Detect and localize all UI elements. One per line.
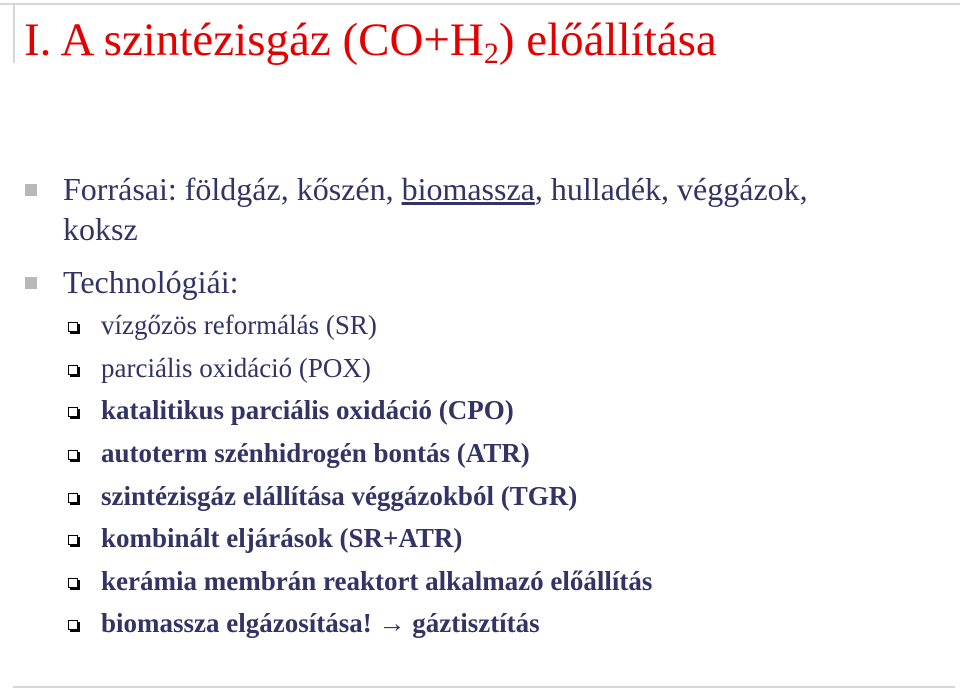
checkbox-bullet-icon [68, 620, 78, 630]
bottom-rule [13, 686, 955, 688]
checkbox-bullet-icon [68, 493, 78, 503]
title-main: I. A szintézisgáz (CO+H [24, 14, 484, 66]
sub-item-text: parciális oxidáció (POX) [101, 353, 371, 383]
title-end: ) előállítása [498, 14, 717, 66]
top-rule [0, 3, 960, 5]
left-rule [13, 5, 15, 63]
sub-item-text: katalitikus parciális oxidáció (CPO) [101, 395, 514, 425]
sub-item-biomass [68, 606, 540, 640]
checkbox-bullet-icon [68, 450, 78, 460]
bullet-sources-text-before: Forrásai: földgáz, kőszén, [63, 171, 402, 207]
checkbox-bullet-icon [68, 578, 78, 588]
sub-item-sr [68, 308, 377, 342]
sub-item-text: vízgőzös reformálás (SR) [101, 310, 377, 340]
sub-item-tgr [68, 479, 577, 513]
title-subscript: 2 [483, 37, 499, 70]
sub-item-text: biomassza elgázosítása! → gáztisztítás [101, 608, 540, 638]
sub-item-pox [68, 351, 371, 385]
checkbox-bullet-icon [68, 407, 78, 417]
sub-item-text: kerámia membrán reaktort alkalmazó előállítás [101, 566, 653, 596]
sub-item-sr-atr [68, 521, 462, 555]
bullet-sources [25, 169, 883, 249]
biomassza-link[interactable]: biomassza [401, 171, 535, 207]
sub-item-atr [68, 436, 530, 470]
bullet-sources-text [63, 169, 883, 249]
checkbox-bullet-icon [68, 535, 78, 545]
square-bullet-icon [25, 277, 37, 289]
bullet-technologies [25, 262, 883, 302]
slide-title [24, 12, 717, 68]
sub-item-cpo [68, 393, 514, 427]
bullet-sources-text-after: , hulladék, véggázok, koksz [63, 171, 808, 247]
sub-item-membrane [68, 564, 652, 598]
checkbox-bullet-icon [68, 322, 78, 332]
sub-item-text: szintézisgáz elállítása véggázokból (TGR) [101, 481, 578, 511]
sub-item-text: kombinált eljárások (SR+ATR) [101, 523, 463, 553]
sub-item-text: autoterm szénhidrogén bontás (ATR) [101, 438, 530, 468]
bullet-technologies-text: Technológiái: [63, 264, 239, 300]
checkbox-bullet-icon [68, 365, 78, 375]
square-bullet-icon [25, 184, 37, 196]
